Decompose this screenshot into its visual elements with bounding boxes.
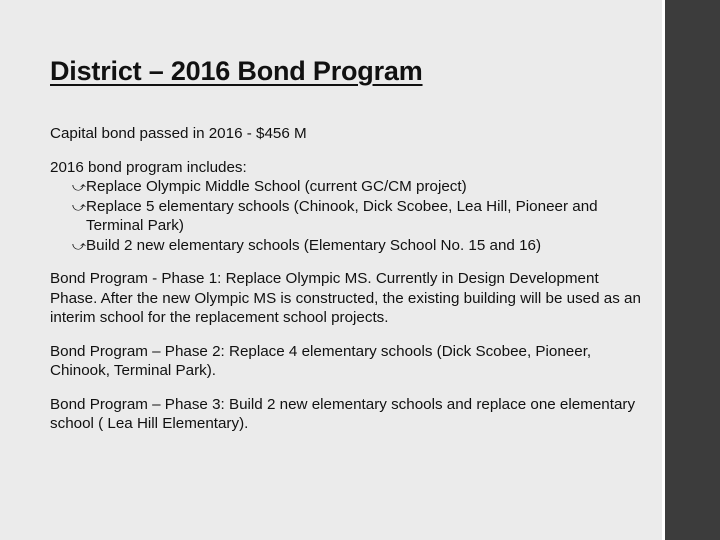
bullet-item	[50, 197, 650, 236]
capital-bond-line: Capital bond passed in 2016 - $456 M	[50, 125, 307, 142]
bullet-text: Replace Olympic Middle School (current GC/CM project)	[86, 178, 467, 195]
bullet-text: Replace 5 elementary schools (Chinook, Dick Scobee, Lea Hill, Pioneer and Terminal Park)	[86, 197, 598, 234]
bullet-item	[50, 177, 650, 197]
bullet-list	[50, 177, 650, 255]
phase-1-paragraph: Bond Program - Phase 1: Replace Olympic MS. Currently in Design Development Phase. After the new Olympic MS is constructed, the existing building will be used as an interim school for the replacement school projects.	[50, 270, 641, 326]
slide-body	[50, 124, 650, 448]
curved-arrow-bullet-icon: ⤻	[72, 179, 86, 194]
slide-title: District – 2016 Bond Program	[50, 56, 423, 86]
bullet-item	[50, 236, 650, 256]
includes-heading: 2016 bond program includes:	[50, 158, 247, 176]
sidebar-bar	[665, 0, 720, 540]
bullet-text: Build 2 new elementary schools (Elementary School No. 15 and 16)	[86, 236, 542, 254]
phase-2-paragraph: Bond Program – Phase 2: Replace 4 elementary schools (Dick Scobee, Pioneer, Chinook, Terminal Park).	[50, 342, 592, 379]
curved-arrow-bullet-icon: ⤻	[72, 237, 86, 253]
curved-arrow-bullet-icon: ⤻	[72, 198, 86, 214]
phase-3-paragraph: Bond Program – Phase 3: Build 2 new elementary schools and replace one elementary school ( Lea Hill Elementary).	[50, 395, 636, 432]
program-includes	[50, 158, 650, 256]
